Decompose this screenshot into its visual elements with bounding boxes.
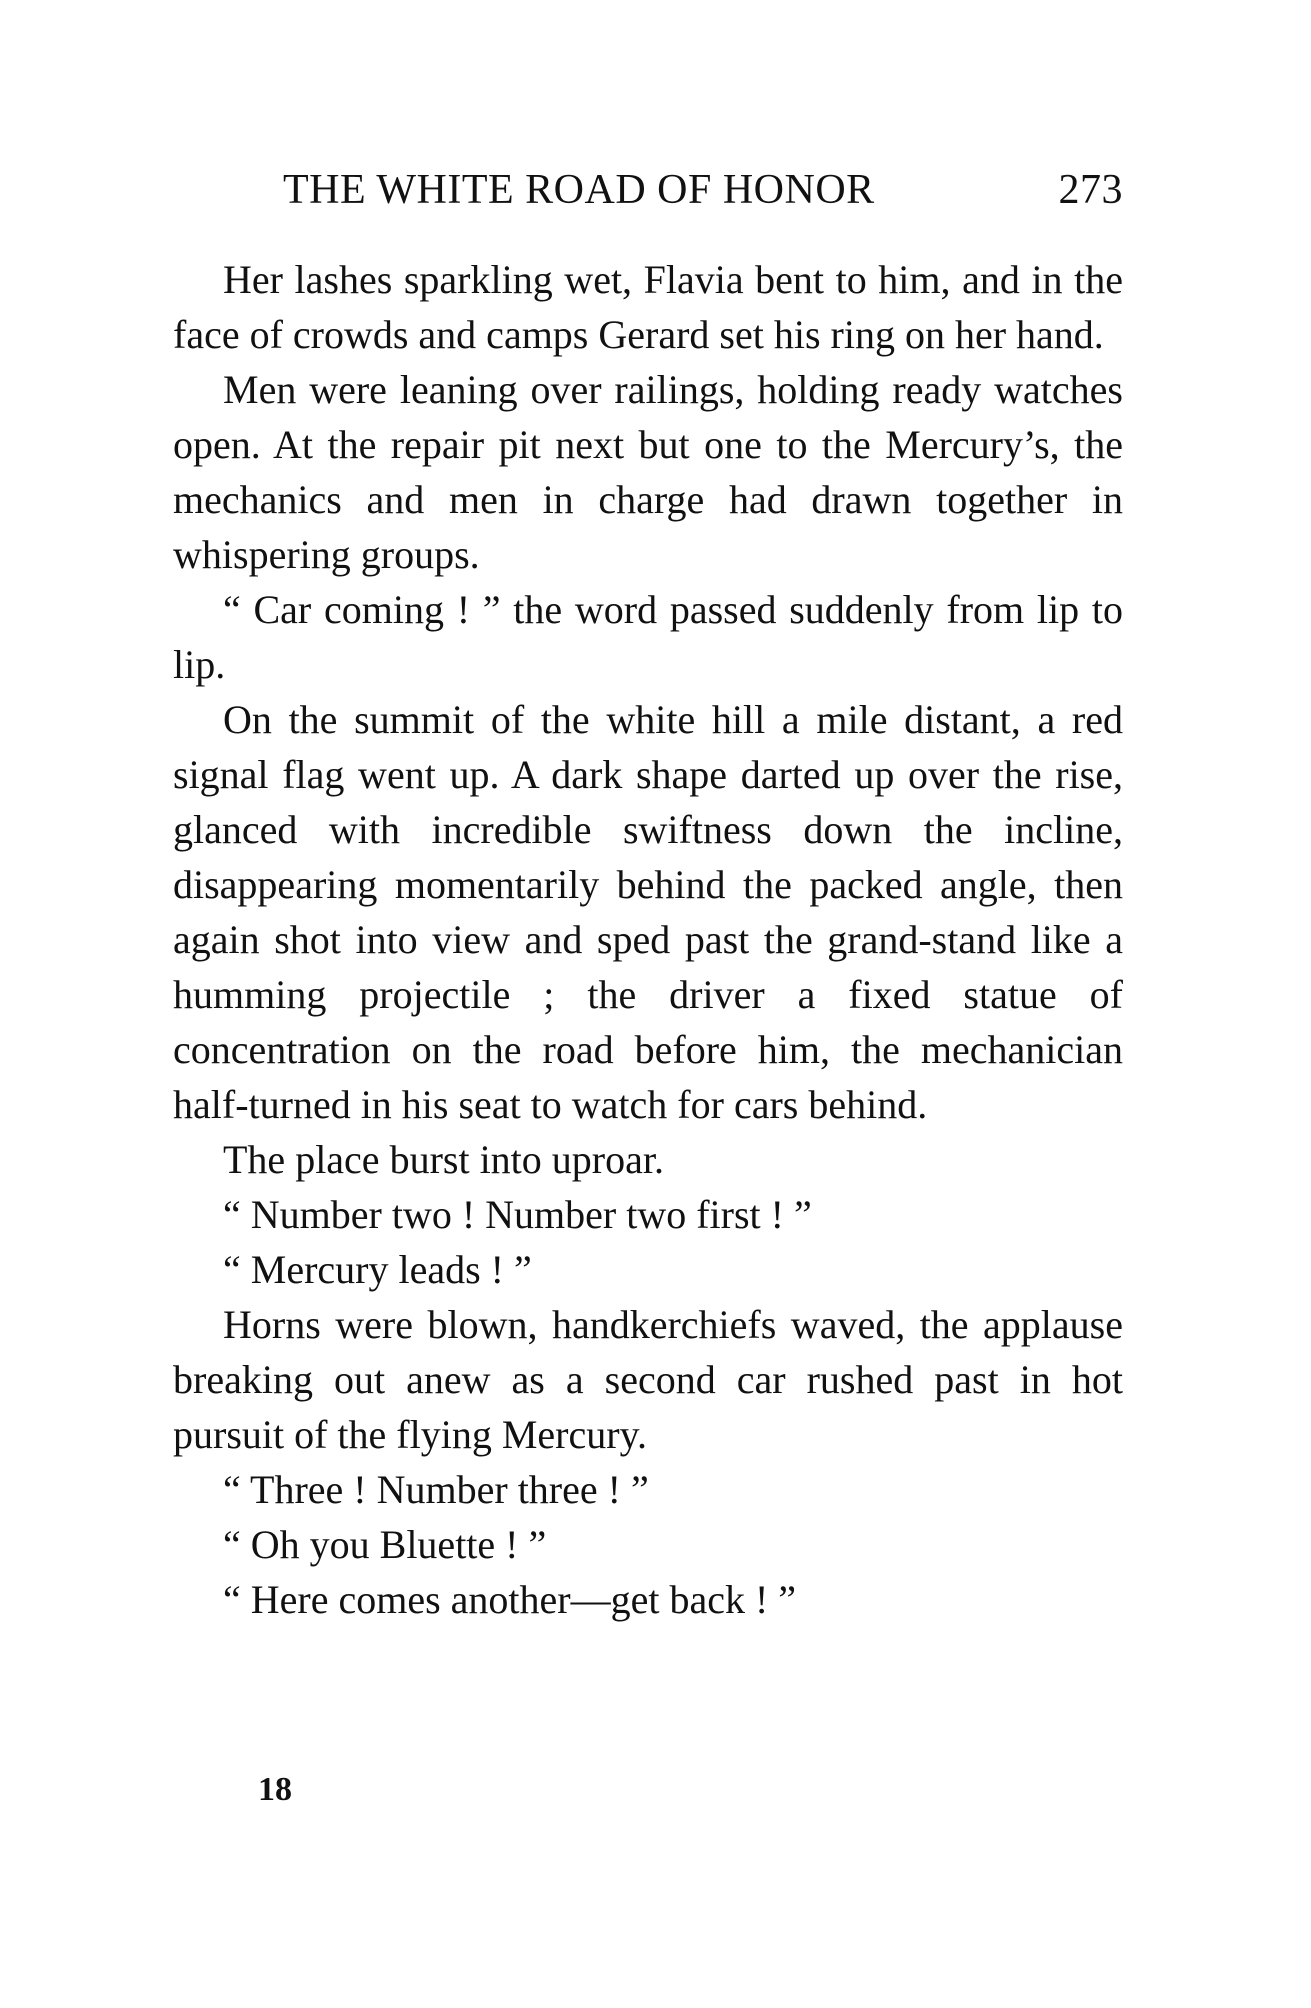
page-number: 273 xyxy=(1058,167,1123,213)
paragraph: “ Mercury leads ! ” xyxy=(223,1247,532,1292)
running-head-title: THE WHITE ROAD OF HONOR xyxy=(283,167,875,213)
body-text xyxy=(173,252,1123,1627)
running-head xyxy=(283,160,1123,220)
paragraph: Men were leaning over railings, holding ready watches open. At the repair pit next but one to the Mercury’s, the mechanics and men in charge had drawn together in whispering groups. xyxy=(173,367,1123,577)
paragraph: The place burst into uproar. xyxy=(223,1137,664,1182)
paragraph: “ Here comes another—get back ! ” xyxy=(223,1577,797,1622)
signature-mark: 18 xyxy=(258,1771,292,1808)
paragraph: “ Three ! Number three ! ” xyxy=(223,1467,649,1512)
paragraph: “ Car coming ! ” the word passed suddenly from lip to lip. xyxy=(173,587,1123,687)
paragraph: “ Oh you Bluette ! ” xyxy=(223,1522,547,1567)
paragraph: Her lashes sparkling wet, Flavia bent to him, and in the face of crowds and camps Gerard set his ring on her hand. xyxy=(173,257,1123,357)
paragraph: On the summit of the white hill a mile distant, a red signal flag went up. A dark shape darted up over the rise, glanced with incredible swiftness down the incline, disappearing momentarily behind the packed angle, then again shot into view and sped past the grand-stand like a humming projectile ; the driver a fixed statue of concentration on the road before him, the mechanician half-turned in his seat to watch for cars behind. xyxy=(173,697,1123,1127)
paragraph: “ Number two ! Number two first ! ” xyxy=(223,1192,812,1237)
paragraph: Horns were blown, handkerchiefs waved, the applause breaking out anew as a second car rushed past in hot pursuit of the flying Mercury. xyxy=(173,1302,1123,1457)
